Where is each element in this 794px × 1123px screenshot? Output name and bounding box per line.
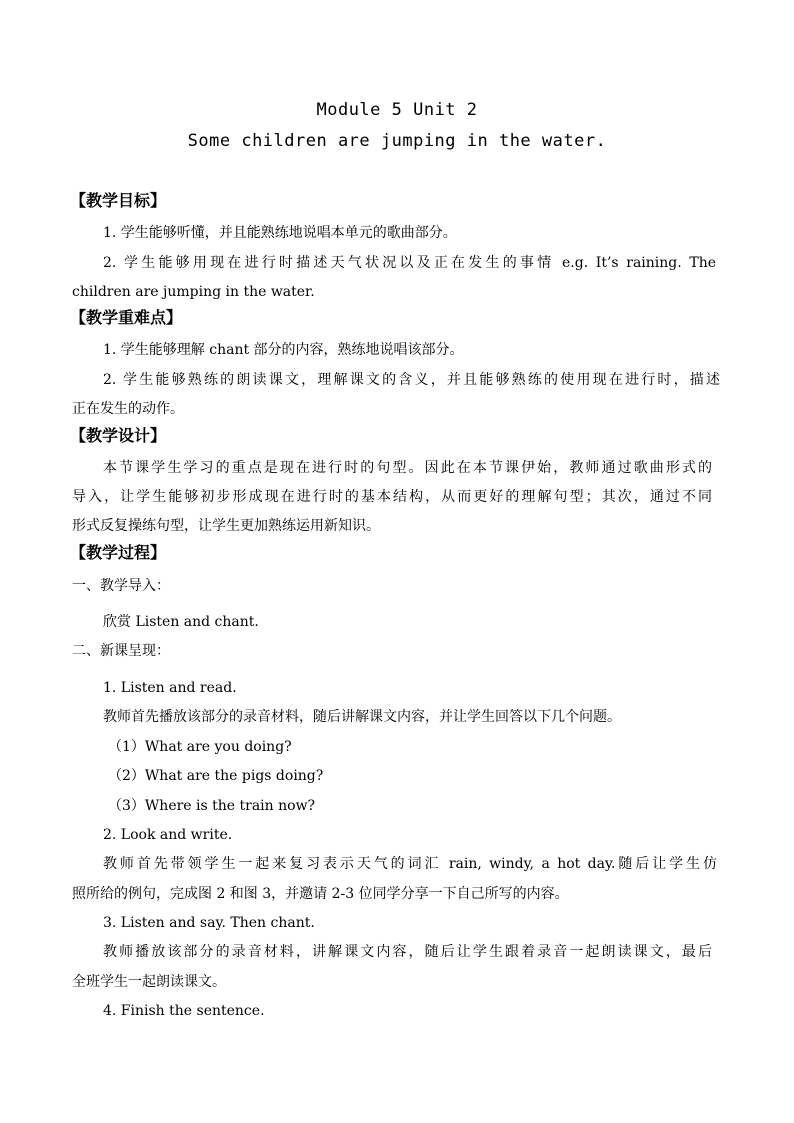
design-para-line-2: 导入，让学生能够初步形成现在进行时的基本结构，从而更好的理解句型；其次，通过不同 (72, 489, 712, 505)
key-points-item-2-line-1: 2. 学生能够熟练的朗读课文，理解课文的含义，并且能够熟练的使用现在进行时，描述 (103, 372, 720, 388)
goals-item-1: 1. 学生能够听懂，并且能熟练地说唱本单元的歌曲部分。 (103, 225, 457, 241)
step-2-title: 2. Look and write. (103, 827, 233, 843)
goals-item-2-line-1: 2. 学生能够用现在进行时描述天气状况以及正在发生的事情 e.g. It’s raining. The (103, 255, 716, 271)
design-para-line-3: 形式反复操练句型，让学生更加熟练运用新知识。 (72, 518, 380, 534)
design-para-line-1: 本节课学生学习的重点是现在进行时的句型。因此在本节课伊始，教师通过歌曲形式的 (103, 460, 712, 476)
step-2-line-1: 教师首先带领学生一起来复习表示天气的词汇 rain, windy, a hot day.随后让学生仿 (103, 856, 717, 872)
question-2: （2）What are the pigs doing? (108, 768, 324, 784)
key-points-heading: 【教学重难点】 (70, 308, 183, 327)
process-part-2-title: 二、新课呈现： (72, 643, 170, 659)
process-part-1-title: 一、教学导入： (72, 578, 170, 594)
key-points-item-1: 1. 学生能够理解 chant 部分的内容，熟练地说唱该部分。 (103, 342, 464, 358)
title-line-1: Module 5 Unit 2 (316, 100, 478, 120)
step-2-line-2: 照所给的例句，完成图 2 和图 3，并邀请 2-3 位同学分享一下自己所写的内容。 (72, 886, 569, 902)
step-3-line-2: 全班学生一起朗读课文。 (72, 974, 226, 990)
process-part-1-text: 欣赏 Listen and chant. (103, 614, 259, 630)
question-1: （1）What are you doing? (108, 739, 292, 755)
step-1-title: 1. Listen and read. (103, 680, 237, 696)
step-4-title: 4. Finish the sentence. (103, 1003, 265, 1019)
step-1-text: 教师首先播放该部分的录音材料，随后讲解课文内容，并让学生回答以下几个问题。 (103, 709, 621, 725)
goals-item-2-line-2: children are jumping in the water. (72, 284, 315, 300)
key-points-item-2-line-2: 正在发生的动作。 (72, 401, 184, 417)
goals-heading: 【教学目标】 (70, 191, 167, 210)
process-heading: 【教学过程】 (70, 543, 167, 562)
design-heading: 【教学设计】 (70, 426, 167, 445)
title-line-2: Some children are jumping in the water. (187, 131, 607, 151)
step-3-title: 3. Listen and say. Then chant. (103, 915, 315, 931)
question-3: （3）Where is the train now? (108, 798, 316, 814)
step-3-line-1: 教师播放该部分的录音材料，讲解课文内容，随后让学生跟着录音一起朗读课文，最后 (103, 944, 712, 960)
